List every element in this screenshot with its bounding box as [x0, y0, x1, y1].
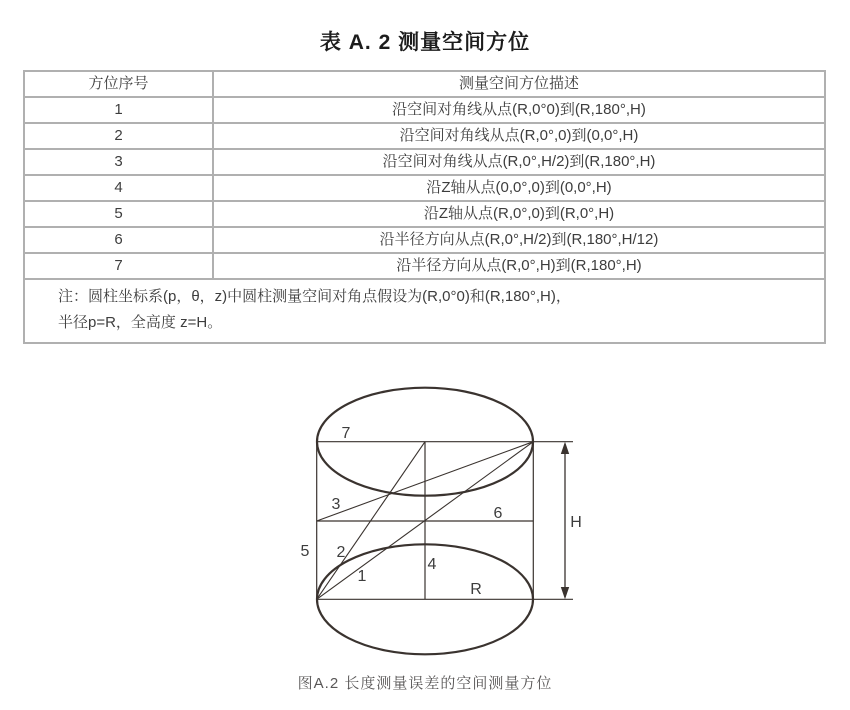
table-row [24, 97, 825, 123]
cell-orientation-desc: 沿Z轴从点(0,0°,0)到(0,0°,H) [213, 175, 825, 201]
table-note-row [24, 279, 825, 343]
note-line-1: 注：圆柱坐标系(p，θ，z)中圆柱测量空间对角点假设为(R,0°0)和(R,180°,H)， [58, 288, 571, 305]
column-header-desc: 测量空间方位描述 [213, 71, 825, 97]
table-row [24, 253, 825, 279]
cylinder-figure [280, 378, 600, 670]
figure-label-1: 1 [357, 568, 367, 585]
figure-label-7: 7 [341, 425, 351, 442]
cell-orientation-desc: 沿半径方向从点(R,0°,H/2)到(R,180°,H/12) [213, 227, 825, 253]
cell-orientation-desc: 沿空间对角线从点(R,0°,0)到(0,0°,H) [213, 123, 825, 149]
table-header-row [24, 71, 825, 97]
table-row [24, 227, 825, 253]
cell-orientation-no: 2 [24, 123, 213, 149]
cell-orientation-no: 5 [24, 201, 213, 227]
cell-orientation-desc: 沿Z轴从点(R,0°,0)到(R,0°,H) [213, 201, 825, 227]
table-row [24, 149, 825, 175]
figure-caption: 图A.2 长度测量误差的空间测量方位 [297, 675, 553, 692]
figure-label-6: 6 [493, 505, 503, 522]
column-header-no: 方位序号 [24, 71, 213, 97]
h-dimension-arrow-down [561, 587, 569, 599]
cell-orientation-no: 1 [24, 97, 213, 123]
cell-orientation-no: 4 [24, 175, 213, 201]
note-line-2: 半径p=R，全高度 z=H。 [58, 314, 223, 331]
h-dimension-arrow-up [561, 442, 569, 454]
table-row [24, 123, 825, 149]
figure-label-r: R [470, 581, 482, 598]
figure-label-5: 5 [300, 543, 310, 560]
cell-orientation-desc: 沿空间对角线从点(R,0°0)到(R,180°,H) [213, 97, 825, 123]
figure-label-2: 2 [336, 544, 346, 561]
figure-label-3: 3 [331, 496, 341, 513]
orientation-table [23, 70, 826, 344]
cell-orientation-no: 7 [24, 253, 213, 279]
table-title: 表 A. 2 测量空间方位 [319, 31, 531, 54]
figure-label-h: H [570, 514, 582, 531]
table-row [24, 201, 825, 227]
table-note [24, 279, 825, 343]
cell-orientation-no: 3 [24, 149, 213, 175]
cell-orientation-desc: 沿半径方向从点(R,0°,H)到(R,180°,H) [213, 253, 825, 279]
table-row [24, 175, 825, 201]
cell-orientation-desc: 沿空间对角线从点(R,0°,H/2)到(R,180°,H) [213, 149, 825, 175]
figure-label-4: 4 [427, 556, 437, 573]
cell-orientation-no: 6 [24, 227, 213, 253]
